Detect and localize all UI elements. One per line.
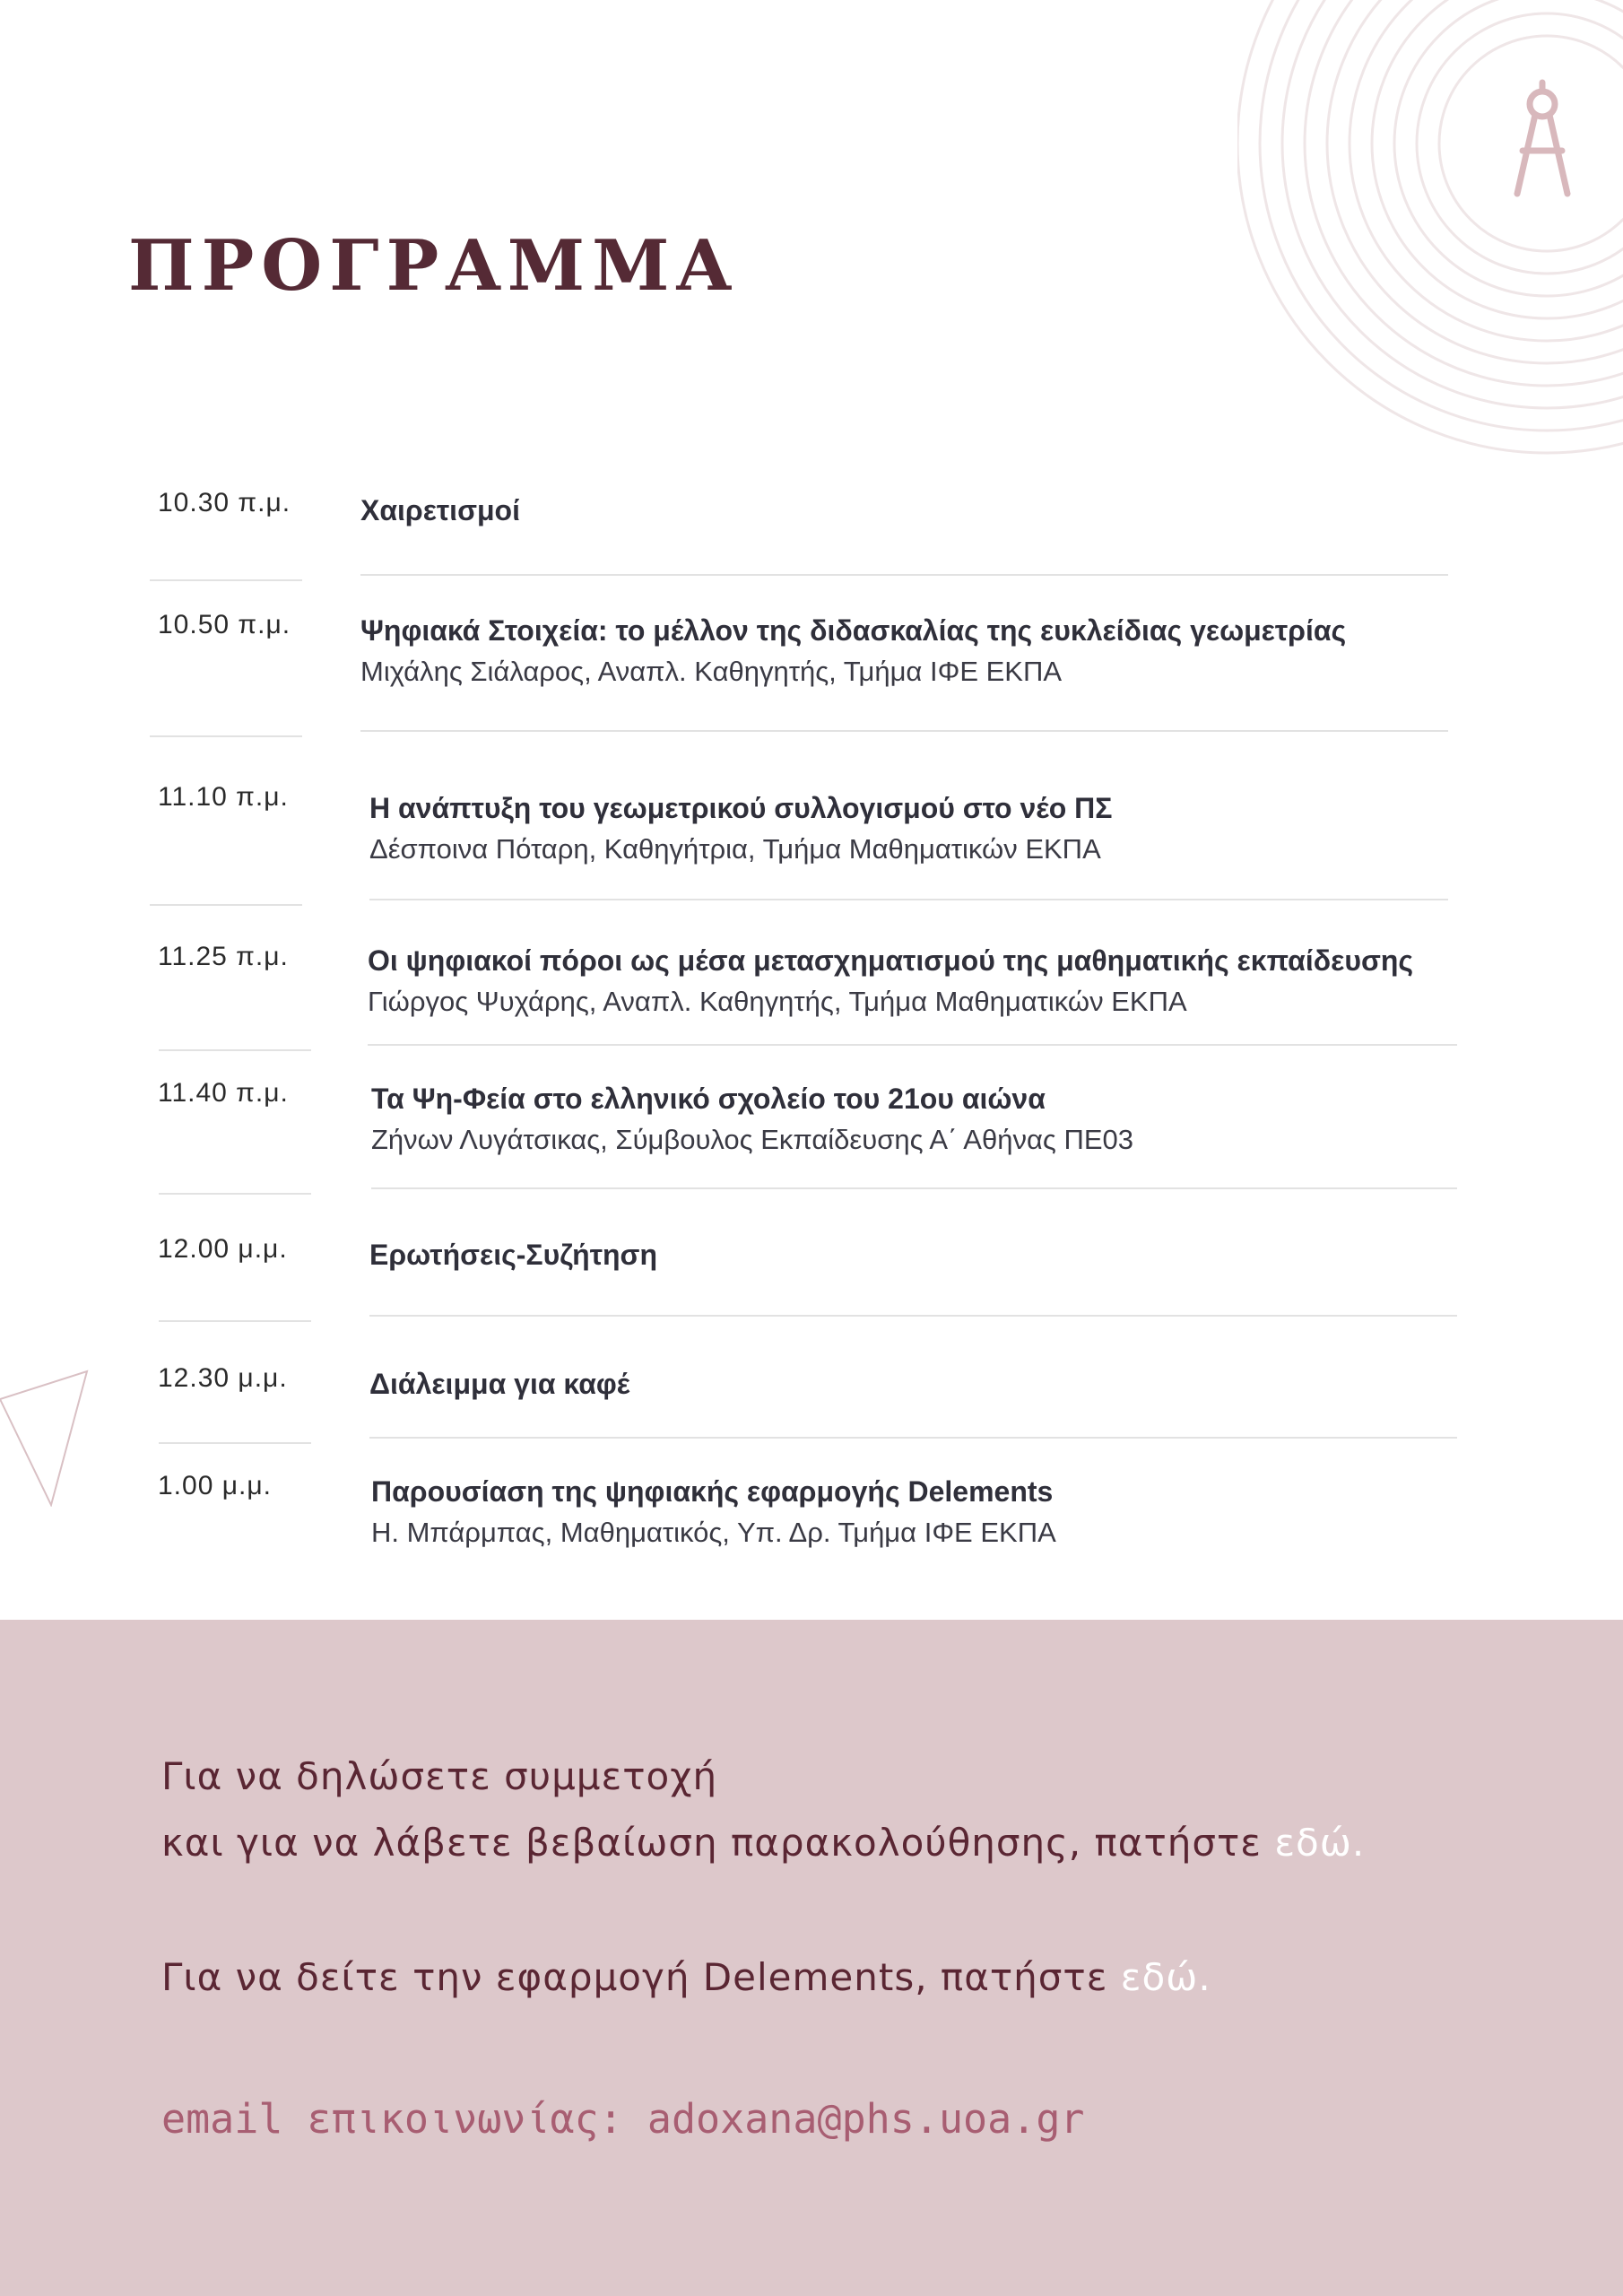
divider-content [371,1187,1457,1189]
session-time: 12.00 μ.μ. [158,1234,288,1264]
session-speaker: Η. Μπάρμπας, Μαθηματικός, Υπ. Δρ. Τμήμα ΙΦΕ ΕΚΠΑ [371,1517,1056,1548]
session-time: 1.00 μ.μ. [158,1471,272,1500]
contact-email[interactable]: email επικοινωνίας: adoxana@phs.uoa.gr [161,2095,1085,2143]
page-title: ΠΡΟΓΡΑΜΜΑ [128,225,739,307]
register-link[interactable]: εδώ. [1274,1821,1366,1865]
divider-content [360,730,1448,732]
session-title: Ψηφιακά Στοιχεία: το μέλλον της διδασκαλίας της ευκλείδιας γεωμετρίας [360,614,1347,647]
divider-content [369,1437,1457,1439]
session-time: 10.30 π.μ. [158,488,291,517]
session-title: Τα Ψη-Φεία στο ελληνικό σχολείο του 21ου αιώνα [371,1083,1046,1115]
divider-time [159,1193,311,1195]
session-title: Διάλειμμα για καφέ [369,1368,630,1400]
session-time: 11.25 π.μ. [158,942,289,971]
divider-content [368,1044,1457,1046]
divider-time [150,904,302,906]
session-time: 11.10 π.μ. [158,782,289,812]
divider-content [360,574,1448,576]
register-text-line1: Για να δηλώσετε συμμετοχή [161,1754,718,1798]
session-time: 12.30 μ.μ. [158,1363,288,1393]
session-speaker: Γιώργος Ψυχάρης, Αναπλ. Καθηγητής, Τμήμα Μαθηματικών ΕΚΠΑ [368,986,1187,1017]
session-title: Χαιρετισμοί [360,494,520,526]
session-speaker: Μιχάλης Σιάλαρος, Αναπλ. Καθηγητής, Τμήμα ΙΦΕ ΕΚΠΑ [360,656,1063,687]
app-text-line: Για να δείτε την εφαρμογή Delements, πατήστε εδώ. [161,1955,1211,1999]
session-title: Οι ψηφιακοί πόροι ως μέσα μετασχηματισμού της μαθηματικής εκπαίδευσης [368,944,1414,977]
session-time: 10.50 π.μ. [158,610,291,639]
divider-time [150,579,302,581]
register-text-line2: και για να λάβετε βεβαίωση παρακολούθησης, πατήστε εδώ. [161,1821,1366,1865]
divider-time [159,1049,311,1051]
divider-time [159,1442,311,1444]
session-title: Η ανάπτυξη του γεωμετρικού συλλογισμού στο νέο ΠΣ [369,792,1113,824]
session-time: 11.40 π.μ. [158,1078,289,1108]
app-link[interactable]: εδώ. [1120,1955,1211,1999]
session-title: Ερωτήσεις-Συζήτηση [369,1239,657,1271]
divider-time [150,735,302,737]
divider-time [159,1320,311,1322]
divider-content [369,899,1448,900]
session-speaker: Δέσποινα Πόταρη, Καθηγήτρια, Τμήμα Μαθηματικών ΕΚΠΑ [369,833,1101,865]
divider-content [369,1315,1457,1317]
session-speaker: Ζήνων Λυγάτσικας, Σύμβουλος Εκπαίδευσης Α΄ Αθήνας ΠΕ03 [371,1124,1133,1155]
session-title: Παρουσίαση της ψηφιακής εφαρμογής Delements [371,1475,1054,1508]
